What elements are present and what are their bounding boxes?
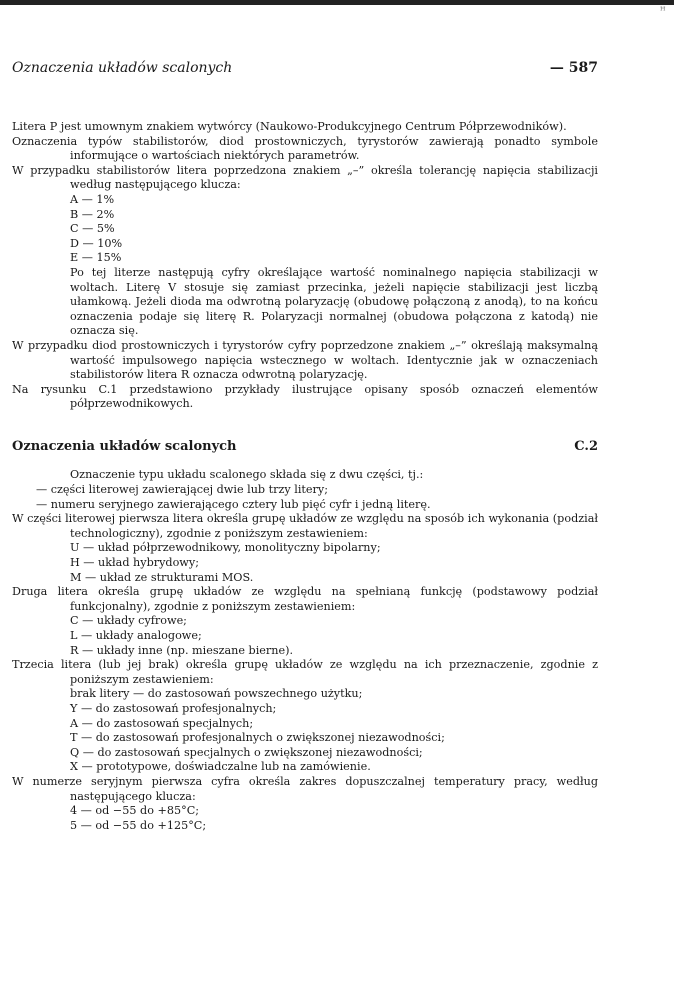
list-item: Y — do zastosowań profesjonalnych; [70, 701, 277, 715]
paragraph: Litera P jest umownym znakiem wytwórcy (Naukowo-Produkcyjnego Centrum Półprzewodników). [12, 120, 567, 133]
paragraph: W przypadku diod prostowniczych i tyrystorów cyfry poprzedzone znakiem „–” określają maksymalną wartość impulsowego napięcia wstecznego w woltach. Identycznie jak w oznaczeniach stabilistorów litera R oznacza odwrotną polaryzację. [12, 338, 598, 382]
list-item: U — układ półprzewodnikowy, monolityczny bipolarny; [70, 541, 381, 555]
paragraph: Druga litera określa grupę układów ze względu na spełnianą funkcję (podstawowy podział funkcjonalny), zgodnie z poniższym zestawieniem: [12, 585, 598, 613]
list-item: 5 — od −55 do +125°C; [70, 818, 207, 832]
list-item: H — układ hybrydowy; [70, 556, 199, 570]
body-text [12, 120, 598, 833]
section-title: Oznaczenia układów scalonych [12, 438, 237, 454]
running-head [12, 60, 598, 76]
paragraph: W numerze seryjnym pierwsza cyfra określa zakres dopuszczalnej temperatury pracy, według następującego klucza: [12, 774, 598, 803]
book-page [12, 60, 598, 833]
list-item: B — 2% [70, 207, 115, 221]
tolerance-key [12, 193, 598, 266]
first-letter-list [12, 541, 598, 585]
list-item: D — 10% [70, 236, 123, 250]
list-item: 4 — od −55 do +85°C; [70, 804, 200, 818]
list-item: X — prototypowe, doświadczalne lub na zamówienie. [70, 760, 371, 774]
list-item: C — 5% [70, 222, 115, 236]
paragraph: W części literowej pierwsza litera określa grupę układów ze względu na sposób ich wykonania (podział technologiczny), zgodnie z poniższym zestawieniem: [12, 512, 598, 540]
paragraph: Na rysunku C.1 przedstawiono przykłady ilustrujące opisany sposób oznaczeń elementów półprzewodnikowych. [12, 382, 598, 411]
list-item: A — 1% [70, 192, 115, 206]
list-item: brak litery — do zastosowań powszechnego użytku; [70, 687, 363, 701]
page-number: — 587 [549, 60, 598, 76]
paragraph: W przypadku stabilistorów litera poprzedzona znakiem „–” określa tolerancję napięcia stabilizacji według następującego klucza: [12, 163, 598, 192]
list-item: Q — do zastosowań specjalnych o zwiększonej niezawodności; [70, 745, 423, 759]
list-item: — numeru seryjnego zawierającego cztery lub pięć cyfr i jedną literę. [36, 497, 431, 511]
corner-mark: ꟸ [660, 6, 666, 17]
paragraph: Po tej literze następują cyfry określające wartość nominalnego napięcia stabilizacji w woltach. Literę V stosuje się zamiast przecinka, jeżeli napięcie stabilizacji jest liczbą ułamkową. Jeżeli dioda ma odwrotną polaryzację (obudowę połączoną z anodą), to na końcu oznaczenia podaje się literę R. Polaryzacji normalnej (obudowa połączona z katodą) nie oznacza się. [70, 265, 598, 338]
running-head-title: Oznaczenia układów scalonych [12, 60, 233, 76]
list-item: E — 15% [70, 251, 122, 265]
list-item: T — do zastosowań profesjonalnych o zwiększonej niezawodności; [70, 731, 445, 745]
list-item: C — układy cyfrowe; [70, 614, 187, 628]
section-heading [12, 440, 598, 455]
second-letter-list [12, 614, 598, 658]
serial-key-list [12, 804, 598, 833]
list-item: — części literowej zawierającej dwie lub trzy litery; [36, 483, 328, 497]
list-item: M — układ ze strukturami MOS. [70, 570, 254, 584]
list-item: A — do zastosowań specjalnych; [70, 716, 254, 730]
list-item: R — układy inne (np. mieszane bierne). [70, 643, 294, 657]
page-top-edge [0, 0, 674, 5]
section-code: C.2 [574, 438, 598, 454]
paragraph: Trzecia litera (lub jej brak) określa grupę układów ze względu na ich przeznaczenie, zgodnie z poniższym zestawieniem: [12, 658, 598, 686]
third-letter-list [12, 687, 598, 775]
paragraph: Oznaczenie typu układu scalonego składa się z dwu części, tj.: [70, 468, 424, 482]
paragraph: Oznaczenia typów stabilistorów, diod prostowniczych, tyrystorów zawierają ponadto symbole informujące o wartościach niektórych parametrów. [12, 134, 598, 163]
list-item: L — układy analogowe; [70, 629, 202, 642]
